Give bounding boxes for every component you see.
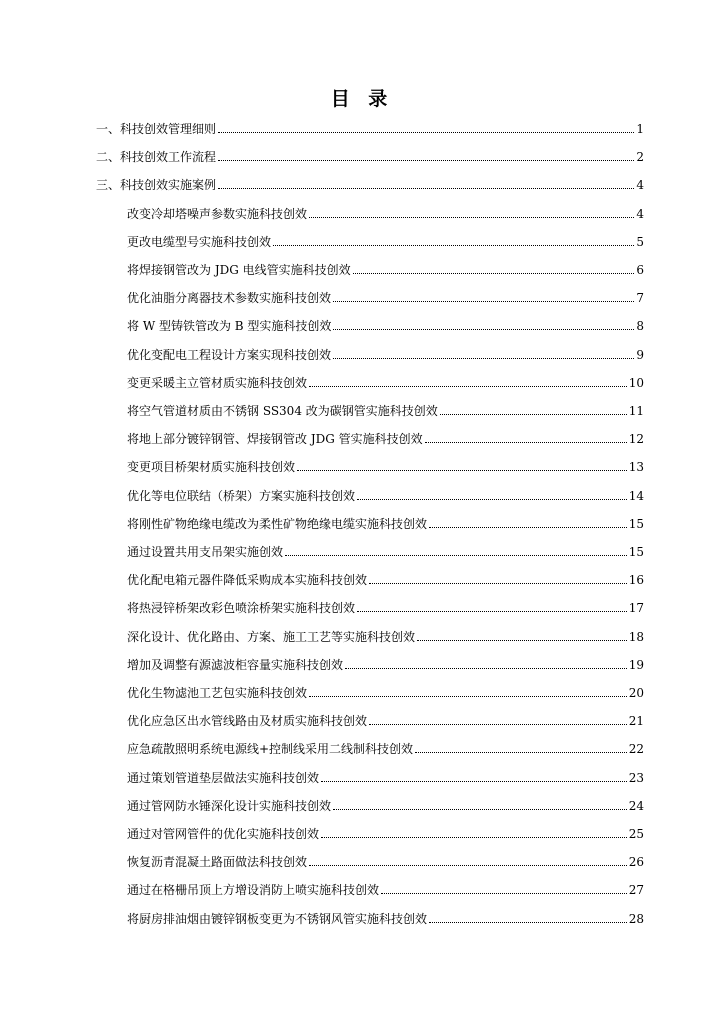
toc-entry[interactable] — [127, 882, 644, 898]
dot-leader — [425, 442, 627, 443]
toc-entry-page-number: 10 — [628, 376, 644, 390]
toc-entry-page-number: 11 — [628, 404, 644, 418]
toc-entry[interactable] — [127, 741, 644, 757]
toc-entry-title: 将焊接钢管改为 JDG 电线管实施科技创效 — [127, 263, 351, 277]
toc-entry-title: 二、科技创效工作流程 — [96, 150, 217, 164]
toc-entry-page-number: 23 — [628, 771, 644, 785]
toc-entry[interactable] — [96, 121, 644, 137]
toc-entry[interactable] — [127, 600, 644, 616]
toc-entry[interactable] — [127, 206, 644, 222]
dot-leader — [345, 668, 627, 669]
toc-entry-title: 变更项目桥架材质实施科技创效 — [127, 460, 296, 474]
dot-leader — [429, 527, 627, 528]
toc-entry-page-number: 2 — [636, 150, 644, 164]
toc-entry-title: 一、科技创效管理细则 — [96, 122, 217, 136]
toc-entry[interactable] — [127, 798, 644, 814]
toc-entry-title: 变更采暖主立管材质实施科技创效 — [127, 376, 308, 390]
toc-entry-page-number: 16 — [628, 573, 644, 587]
toc-entry-title: 优化配电箱元器件降低采购成本实施科技创效 — [127, 573, 368, 587]
toc-entry-title: 将厨房排油烟由镀锌钢板变更为不锈钢风管实施科技创效 — [127, 912, 428, 926]
dot-leader — [297, 470, 627, 471]
toc-entry-page-number: 13 — [628, 460, 644, 474]
dot-leader — [369, 724, 627, 725]
toc-entry-page-number: 18 — [628, 630, 644, 644]
toc-entry[interactable] — [96, 149, 644, 165]
toc-entry-page-number: 20 — [628, 686, 644, 700]
dot-leader — [429, 922, 627, 923]
toc-entry-page-number: 27 — [628, 883, 644, 897]
toc-entry-title: 将 W 型铸铁管改为 B 型实施科技创效 — [127, 319, 332, 333]
toc-entry-title: 将热浸锌桥架改彩色喷涂桥架实施科技创效 — [127, 601, 356, 615]
toc-entry[interactable] — [127, 375, 644, 391]
toc-entry-title: 更改电缆型号实施科技创效 — [127, 235, 272, 249]
dot-leader — [381, 893, 627, 894]
toc-entry[interactable] — [127, 826, 644, 842]
toc-entry-title: 优化应急区出水管线路由及材质实施科技创效 — [127, 714, 368, 728]
toc-entry-page-number: 4 — [636, 178, 644, 192]
toc-entry[interactable] — [127, 685, 644, 701]
dot-leader — [369, 583, 627, 584]
toc-entry[interactable] — [127, 318, 644, 334]
toc-entry[interactable] — [127, 629, 644, 645]
toc-entry-page-number: 15 — [628, 517, 644, 531]
toc-entry-page-number: 6 — [636, 263, 644, 277]
toc-entry-page-number: 17 — [628, 601, 644, 615]
toc-entry-title: 三、科技创效实施案例 — [96, 178, 217, 192]
toc-entry-title: 通过管网防水锤深化设计实施科技创效 — [127, 799, 332, 813]
toc-entry[interactable] — [127, 431, 644, 447]
toc-entry-title: 通过设置共用支吊架实施创效 — [127, 545, 284, 559]
toc-entry-page-number: 25 — [628, 827, 644, 841]
toc-entry[interactable] — [127, 544, 644, 560]
toc-entry-page-number: 26 — [628, 855, 644, 869]
toc-entry-title: 增加及调整有源滤波柜容量实施科技创效 — [127, 658, 344, 672]
toc-entry[interactable] — [127, 713, 644, 729]
dot-leader — [357, 499, 627, 500]
dot-leader — [309, 865, 627, 866]
toc-entry-title: 改变冷却塔噪声参数实施科技创效 — [127, 207, 308, 221]
toc-entry-title: 将地上部分镀锌钢管、焊接钢管改 JDG 管实施科技创效 — [127, 432, 423, 446]
toc-entry[interactable] — [127, 854, 644, 870]
toc-entry-title: 优化等电位联结（桥架）方案实施科技创效 — [127, 489, 356, 503]
dot-leader — [333, 358, 634, 359]
dot-leader — [285, 555, 627, 556]
dot-leader — [417, 640, 627, 641]
toc-entry[interactable] — [127, 572, 644, 588]
toc-entry-title: 通过策划管道垫层做法实施科技创效 — [127, 771, 320, 785]
toc-entry-page-number: 1 — [636, 122, 644, 136]
toc-entry[interactable] — [127, 516, 644, 532]
toc-entry-page-number: 9 — [636, 348, 644, 362]
toc-entry[interactable] — [127, 657, 644, 673]
dot-leader — [321, 781, 627, 782]
toc-entry-page-number: 4 — [636, 207, 644, 221]
toc-entry[interactable] — [127, 347, 644, 363]
toc-entry-title: 将空气管道材质由不锈钢 SS304 改为碳钢管实施科技创效 — [127, 404, 438, 418]
toc-entry-page-number: 14 — [628, 489, 644, 503]
toc-entry-title: 通过在格栅吊顶上方增设消防上喷实施科技创效 — [127, 883, 380, 897]
toc-entry-page-number: 19 — [628, 658, 644, 672]
toc-entry-page-number: 24 — [628, 799, 644, 813]
toc-entry-title: 应急疏散照明系统电源线+控制线采用二线制科技创效 — [127, 742, 414, 756]
toc-entry-page-number: 8 — [636, 319, 644, 333]
dot-leader — [321, 837, 627, 838]
dot-leader — [218, 188, 634, 189]
dot-leader — [218, 160, 634, 161]
dot-leader — [218, 132, 634, 133]
toc-entry-page-number: 28 — [628, 912, 644, 926]
toc-entry-page-number: 22 — [628, 742, 644, 756]
toc-entry-title: 恢复沥青混凝土路面做法科技创效 — [127, 855, 308, 869]
toc-entry[interactable] — [127, 234, 644, 250]
toc-entry-page-number: 5 — [636, 235, 644, 249]
toc-entry-title: 优化生物滤池工艺包实施科技创效 — [127, 686, 308, 700]
dot-leader — [353, 273, 635, 274]
toc-entry-page-number: 12 — [628, 432, 644, 446]
toc-entry[interactable] — [96, 177, 644, 193]
toc-entry[interactable] — [127, 488, 644, 504]
dot-leader — [333, 809, 627, 810]
toc-entry-page-number: 7 — [636, 291, 644, 305]
toc-entry[interactable] — [127, 911, 644, 927]
toc-entry[interactable] — [127, 403, 644, 419]
dot-leader — [273, 245, 634, 246]
toc-entry[interactable] — [127, 770, 644, 786]
toc-entry-page-number: 15 — [628, 545, 644, 559]
dot-leader — [309, 696, 627, 697]
page-title: 目 录 — [330, 88, 394, 110]
dot-leader — [440, 414, 627, 415]
dot-leader — [357, 611, 627, 612]
toc-entry-title: 将刚性矿物绝缘电缆改为柔性矿物绝缘电缆实施科技创效 — [127, 517, 428, 531]
dot-leader — [415, 752, 627, 753]
toc-entry-title: 优化变配电工程设计方案实现科技创效 — [127, 348, 332, 362]
dot-leader — [309, 217, 634, 218]
dot-leader — [309, 386, 627, 387]
toc-entry-page-number: 21 — [628, 714, 644, 728]
toc-entry-title: 通过对管网管件的优化实施科技创效 — [127, 827, 320, 841]
toc-entry[interactable] — [127, 459, 644, 475]
toc-entry-title: 优化油脂分离器技术参数实施科技创效 — [127, 291, 332, 305]
toc-entry[interactable] — [127, 262, 644, 278]
dot-leader — [333, 329, 634, 330]
toc-entry[interactable] — [127, 290, 644, 306]
dot-leader — [333, 301, 634, 302]
toc-entry-title: 深化设计、优化路由、方案、施工工艺等实施科技创效 — [127, 630, 416, 644]
